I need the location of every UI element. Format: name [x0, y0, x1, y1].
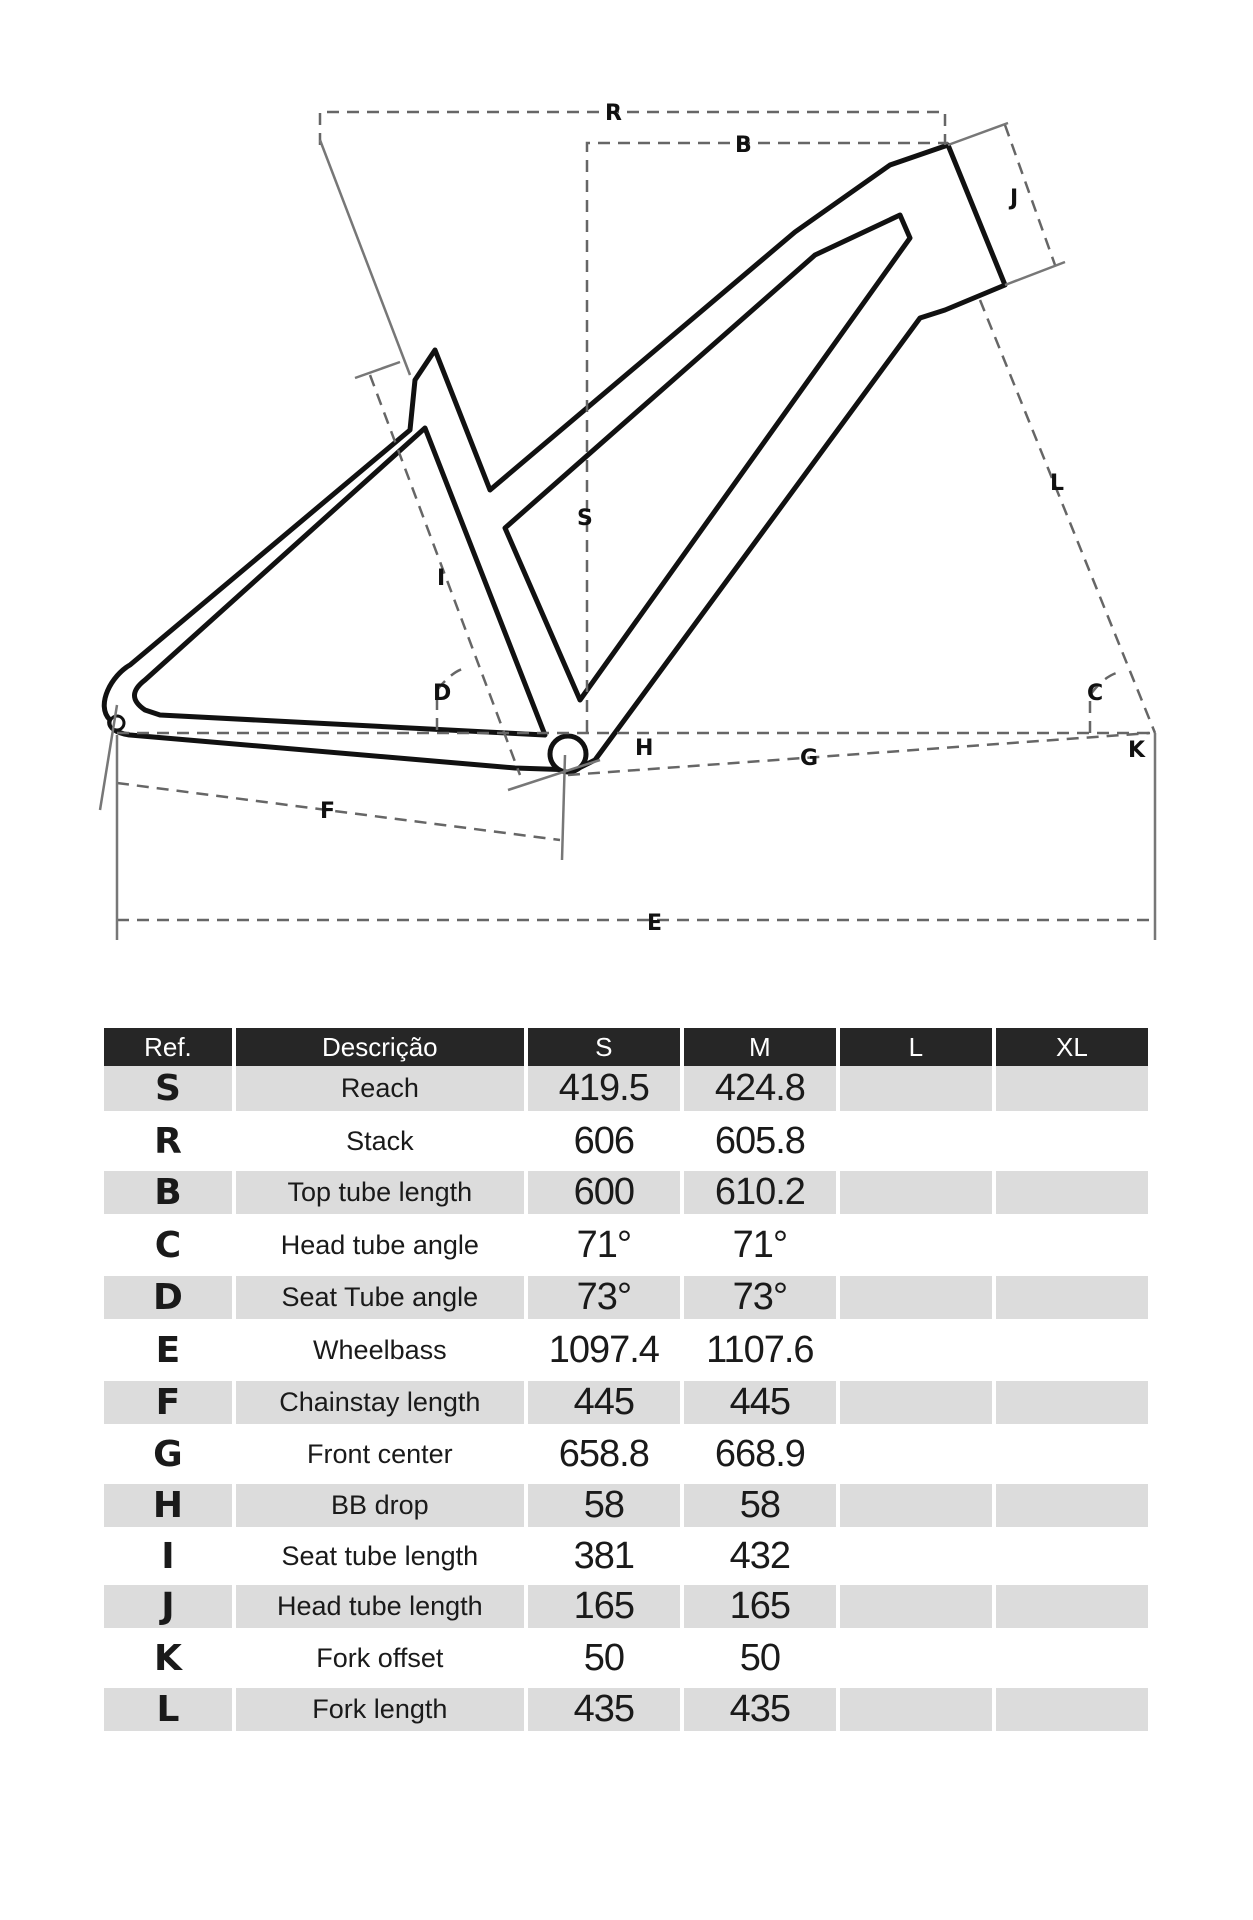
- description-cell: Wheelbass: [313, 1334, 447, 1365]
- size-s-cell: 658.8: [558, 1432, 649, 1475]
- size-s-cell: 606: [573, 1119, 635, 1162]
- label-l: L: [1050, 471, 1065, 496]
- size-m-cell: 50: [739, 1636, 780, 1679]
- fork-line-l: [980, 300, 1155, 733]
- size-m-cell: 445: [684, 1381, 836, 1424]
- description-cell: Fork offset: [316, 1642, 444, 1673]
- size-xl-cell: [996, 1585, 1148, 1628]
- table-row: [104, 1484, 1148, 1527]
- ref-cell: I: [161, 1535, 175, 1577]
- ref-cell: C: [154, 1224, 182, 1266]
- table-row: [104, 1424, 1148, 1484]
- size-l-cell: [840, 1066, 992, 1111]
- size-m-cell: 73°: [684, 1276, 836, 1319]
- size-l-cell: [840, 1628, 992, 1688]
- size-xl-cell: [996, 1688, 1148, 1731]
- size-s-cell: 419.5: [528, 1066, 680, 1111]
- ref-cell: G: [153, 1433, 183, 1475]
- size-l-cell: [840, 1214, 992, 1276]
- description-cell: Reach: [236, 1066, 524, 1111]
- ref-cell: J: [104, 1585, 232, 1628]
- size-xl-cell: [996, 1214, 1148, 1276]
- size-s-cell: 381: [573, 1534, 635, 1577]
- ref-cell: K: [153, 1637, 182, 1679]
- size-m-cell: 610.2: [684, 1171, 836, 1214]
- description-cell: Head tube angle: [280, 1229, 479, 1260]
- label-r: R: [605, 101, 622, 126]
- size-xl-cell: [996, 1381, 1148, 1424]
- size-l-cell: [840, 1527, 992, 1585]
- size-m-cell: 668.9: [714, 1432, 805, 1475]
- size-l-cell: [840, 1585, 992, 1628]
- front-center-line-g: [568, 733, 1150, 775]
- header-size-xl: XL: [996, 1028, 1148, 1066]
- table-row: [104, 1276, 1148, 1319]
- description-cell: BB drop: [236, 1484, 524, 1527]
- description-cell: Chainstay length: [236, 1381, 524, 1424]
- size-xl-cell: [996, 1484, 1148, 1527]
- label-b: B: [735, 133, 752, 158]
- label-f: F: [320, 799, 336, 824]
- label-k: K: [1128, 738, 1146, 763]
- label-d: D: [433, 681, 452, 706]
- ref-cell: E: [155, 1329, 181, 1371]
- table-row: [104, 1527, 1148, 1585]
- bike-frame: [104, 145, 1005, 772]
- header-size-s: S: [528, 1028, 680, 1066]
- table-row: [104, 1066, 1148, 1111]
- description-cell: Seat tube length: [281, 1540, 479, 1571]
- head-tube-tick-bottom: [1005, 262, 1065, 285]
- size-s-cell: 71°: [576, 1223, 632, 1266]
- size-l-cell: [840, 1688, 992, 1731]
- dimension-labels: [320, 101, 1146, 936]
- chainstay-line-f: [117, 783, 560, 840]
- frame-outer-outline: [104, 145, 1005, 770]
- size-xl-cell: [996, 1276, 1148, 1319]
- size-s-cell: 600: [528, 1171, 680, 1214]
- head-tube-tick-top: [948, 123, 1008, 145]
- dimension-lines: [100, 112, 1155, 940]
- table-row: [104, 1688, 1148, 1731]
- size-l-cell: [840, 1276, 992, 1319]
- table-row: [104, 1381, 1148, 1424]
- label-j: J: [1010, 186, 1019, 211]
- size-l-cell: [840, 1319, 992, 1381]
- header-ref: Ref.: [104, 1028, 232, 1066]
- label-g: G: [800, 746, 819, 771]
- seat-tube-extension: [320, 140, 410, 375]
- size-xl-cell: [996, 1319, 1148, 1381]
- size-m-cell: 1107.6: [706, 1328, 814, 1371]
- table-row: [104, 1319, 1148, 1381]
- size-l-cell: [840, 1484, 992, 1527]
- size-xl-cell: [996, 1066, 1148, 1111]
- label-i: I: [437, 566, 446, 591]
- size-s-cell: 50: [583, 1636, 624, 1679]
- stack-line-r: [320, 112, 945, 145]
- seat-tube-tick: [355, 362, 400, 378]
- size-m-cell: 58: [684, 1484, 836, 1527]
- ref-cell: B: [104, 1171, 232, 1214]
- size-s-cell: 435: [528, 1688, 680, 1731]
- size-s-cell: 1097.4: [548, 1328, 659, 1371]
- header-size-m: M: [684, 1028, 836, 1066]
- size-s-cell: 58: [528, 1484, 680, 1527]
- size-l-cell: [840, 1424, 992, 1484]
- size-s-cell: 165: [528, 1585, 680, 1628]
- size-s-cell: 73°: [528, 1276, 680, 1319]
- size-xl-cell: [996, 1171, 1148, 1214]
- ref-cell: H: [104, 1484, 232, 1527]
- label-c: C: [1087, 681, 1104, 706]
- header-description: Descrição: [236, 1028, 524, 1066]
- size-xl-cell: [996, 1527, 1148, 1585]
- description-cell: Head tube length: [236, 1585, 524, 1628]
- size-m-cell: 165: [684, 1585, 836, 1628]
- header-size-l: L: [840, 1028, 992, 1066]
- label-h: H: [635, 736, 654, 761]
- table-header-row: [104, 1028, 1148, 1066]
- size-m-cell: 605.8: [714, 1119, 805, 1162]
- table-row: [104, 1214, 1148, 1276]
- size-xl-cell: [996, 1111, 1148, 1171]
- ref-cell: D: [104, 1276, 232, 1319]
- size-xl-cell: [996, 1628, 1148, 1688]
- size-xl-cell: [996, 1424, 1148, 1484]
- size-s-cell: 445: [528, 1381, 680, 1424]
- geometry-table: [100, 1028, 1152, 1731]
- table-body: [104, 1066, 1148, 1731]
- description-cell: Seat Tube angle: [236, 1276, 524, 1319]
- size-l-cell: [840, 1381, 992, 1424]
- size-m-cell: 424.8: [684, 1066, 836, 1111]
- frame-inner-triangle-front: [505, 215, 910, 700]
- description-cell: Stack: [346, 1125, 414, 1156]
- ref-cell: R: [154, 1120, 182, 1162]
- description-cell: Top tube length: [236, 1171, 524, 1214]
- size-m-cell: 432: [729, 1534, 791, 1577]
- ref-cell: F: [104, 1381, 232, 1424]
- table-row: [104, 1628, 1148, 1688]
- ref-cell: S: [104, 1066, 232, 1111]
- size-m-cell: 71°: [732, 1223, 788, 1266]
- label-e: E: [647, 911, 663, 936]
- description-cell: Front center: [307, 1438, 453, 1469]
- size-l-cell: [840, 1111, 992, 1171]
- table-row: [104, 1585, 1148, 1628]
- ref-cell: L: [104, 1688, 232, 1731]
- description-cell: Fork length: [236, 1688, 524, 1731]
- size-m-cell: 435: [684, 1688, 836, 1731]
- label-s: S: [577, 506, 593, 531]
- table-row: [104, 1171, 1148, 1214]
- table-row: [104, 1111, 1148, 1171]
- size-l-cell: [840, 1171, 992, 1214]
